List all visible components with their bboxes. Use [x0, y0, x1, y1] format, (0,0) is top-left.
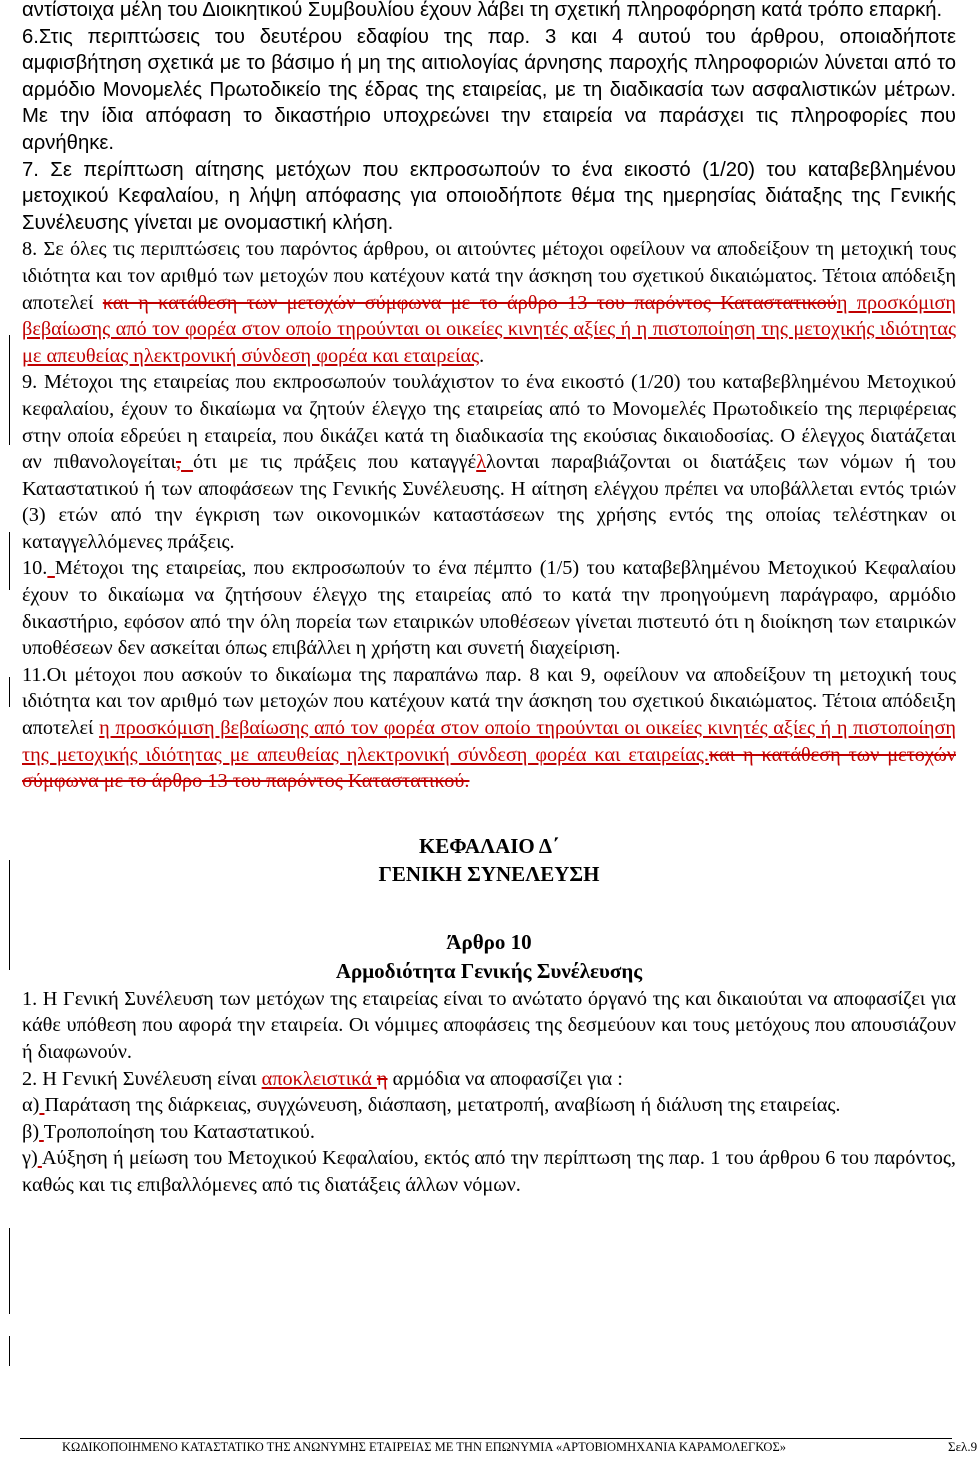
change-bar [9, 860, 10, 970]
list-item-b [22, 1119, 956, 1146]
footer-rule [20, 1438, 952, 1439]
deleted-text: και η κατάθεση των μετοχών σύμφωνα με το άρθρο 13 του παρόντος Καταστατικού. [22, 743, 956, 793]
article-paragraph-2-text: 2. Η Γενική Συνέλευση είναι [22, 1067, 262, 1090]
paragraph-9-text-c: λονται παραβιάζονται οι διατάξεις των νόμων ή του Καταστατικού ή των αποφάσεων της Γενικής Συνέλευσης. Η αίτηση ελέγχου πρέπει να υποβάλλεται εντός τριών (3) ετών από την έγκριση των οικονομικών καταστάσεων της χρήσης εντός της οποίας τελέστηκαν οι καταγγελλόμενες πράξεις. [22, 451, 957, 553]
paragraph-9-text: 9. Μέτοχοι της εταιρείας που εκπροσωπούν τουλάχιστον το ένα εικοστό (1/20) του καταβεβλημένου Μετοχικού κεφαλαίου, έχουν το δικαίωμα να ζητούν έλεγχο της εταιρείας από το Μονομελές Πρωτοδικείο της περιφέρειας στην οποία εδρεύει η εταιρεία, που δικάζει κατά τη διαδικασία της εκούσιας δικαιοδοσίας. Ο έλεγχος διατάζεται αν πιθανολογείται [22, 371, 956, 474]
article-number: Άρθρο 10 [446, 929, 532, 954]
inserted-text: αποκλειστικά [261, 1067, 377, 1090]
footer-text: ΚΩΔΙΚΟΠΟΙΗΜΕΝΟ ΚΑΤΑΣΤΑΤΙΚΟ ΤΗΣ ΑΝΩΝΥΜΗΣ ΕΤΑΙΡΕΙΑΣ ΜΕ ΤΗΝ ΕΠΩΝΥΜΙΑ «ΑΡΤΟΒΙΟΜΗΧΑΝΙΑ ΚΑΡΑΜΟΛΕΓΚΟΣ» [62, 1440, 786, 1454]
change-bar [9, 335, 10, 445]
paragraph-8-end: . [479, 344, 485, 367]
paragraph-7: 7. Σε περίπτωση αίτησης μετόχων που εκπροσωπούν το ένα εικοστό (1/20) του καταβεβλημένου μετοχικού Κεφαλαίου, η λήψη απόφασης για οποιοδήποτε θέμα της ημερησίας διάταξης της Γενικής Συνέλευσης γίνεται με ονομαστική κλήση. [22, 158, 956, 234]
list-item-text: Τροποποίηση του Καταστατικού. [43, 1120, 315, 1143]
chapter-title: ΓΕΝΙΚΗ ΣΥΝΕΛΕΥΣΗ [378, 861, 600, 886]
list-item-a [22, 1092, 956, 1119]
change-bar [9, 1336, 10, 1366]
inserted-text: η προσκόμιση βεβαίωσης από τον φορέα στον οποίο τηρούνται οι οικείες κινητές αξίες ή η πιστοποίηση της μετοχικής ιδιότητας με απευθείας ηλεκτρονική σύνδεση φορέα και εταιρείας. [22, 717, 956, 766]
article-paragraph-2 [22, 1066, 956, 1093]
page-number: Σελ.9 [948, 1439, 977, 1454]
paragraph-10-number: 10. [22, 557, 48, 580]
paragraph-6: 6.Στις περιπτώσεις του δευτέρου εδαφίου της παρ. 3 και 4 αυτού του άρθρου, οποιαδήποτε αμφισβήτηση σχετικά με το βάσιμο ή μη της αιτιολογίας άρνησης παροχής πληροφοριών λύνεται από το αρμόδιο Μονομελές Πρωτοδικείο της έδρας της εταιρείας, με τη διαδικασία των ασφαλιστικών μέτρων. Με την ίδια απόφαση το δικαστήριο υποχρεώνει την εταιρεία να παράσχει τις πληροφορίες που αρνήθηκε. [22, 25, 956, 154]
inserted-text [181, 451, 193, 473]
change-bar [9, 532, 10, 590]
paragraph-11-text: 11.Οι μέτοχοι που ασκούν το δικαίωμα της παραπάνω παρ. 8 και 9, οφείλουν να αποδείξουν τη μετοχική τους ιδιότητα και τον αριθμό των μετοχών που κατέχουν κατά την άσκηση του σχετικού δικαιώματος. Τέτοια απόδειξη αποτελεί [22, 663, 956, 740]
change-bar [9, 1256, 10, 1314]
paragraph-9-text-b: ότι με τις πράξεις που καταγγέ [193, 451, 477, 474]
list-marker: β) [22, 1120, 40, 1143]
paragraph-9 [22, 369, 956, 555]
article-paragraph-1: 1. Η Γενική Συνέλευση των μετόχων της εταιρείας είναι το ανώτατο όργανό της και δικαιούται να αποφασίζει για κάθε υπόθεση που αφορά την εταιρεία. Οι νόμιμες αποφάσεις της δεσμεύουν και τους μετόχους που απουσιάζουν ή διαφωνούν. [22, 987, 956, 1063]
deleted-text: η [376, 1067, 388, 1090]
inserted-text: η προσκόμιση βεβαίωσης από τον φορέα στον οποίο τηρούνται οι οικείες κινητές αξίες ή η πιστοποίηση της μετοχικής ιδιότητας με απευθείας ηλεκτρονική σύνδεση φορέα και εταιρείας [22, 291, 956, 367]
list-marker: γ) [22, 1147, 38, 1170]
chapter-number: ΚΕΦΑΛΑΙΟ Δ΄ [418, 833, 560, 858]
list-item-text: Παράταση της διάρκειας, συγχώνευση, διάσπαση, μετατροπή, αναβίωση ή διάλυση της εταιρείας. [44, 1094, 841, 1117]
article-title: Αρμοδιότητα Γενικής Συνέλευσης [335, 958, 643, 983]
article-paragraph-2-end: αρμόδια να αποφασίζει για : [387, 1067, 623, 1090]
page-footer [62, 1439, 977, 1455]
document-page [22, 0, 956, 1199]
paragraph-10 [22, 555, 956, 661]
deleted-text: και η κατάθεση των μετοχών σύμφωνα με το άρθρο 13 του παρόντος Καταστατικού [102, 291, 837, 314]
paragraph-10-text: Μέτοχοι της εταιρείας, που εκπροσωπούν το ένα πέμπτο (1/5) του καταβεβλημένου Μετοχικού Κεφαλαίου έχουν το δικαίωμα να ζητήσουν έλεγχο της εταιρείας από το κατά την προηγούμενη παράγραφο, αρμόδιο δικαστήριο, εφόσον από την όλη πορεία των εταιρικών υποθέσεων γίνεται πιστευτό ότι η διοίκηση των εταιρικών υποθέσεων δεν ασκείται όπως επιβάλλει η χρήστη και συνετή διαχείριση. [22, 557, 956, 660]
paragraph-continuation: αντίστοιχα μέλη του Διοικητικού Συμβουλίου έχουν λάβει τη σχετική πληροφόρηση κατά τρόπο επαρκή. [22, 0, 943, 21]
list-marker: α) [22, 1094, 40, 1117]
paragraph-8 [22, 236, 956, 369]
paragraph-8-text: 8. Σε όλες τις περιπτώσεις του παρόντος άρθρου, οι αιτούντες μέτοχοι οφείλουν να αποδείξουν τη μετοχική τους ιδιότητα και τον αριθμό των μετοχών που κατέχουν κατά την άσκηση του σχετικού δικαιώματος. Τέτοια απόδειξη αποτελεί [22, 238, 956, 314]
inserted-text: λ [476, 451, 487, 474]
list-item-text: Αύξηση ή μείωση του Μετοχικού Κεφαλαίου, εκτός από την περίπτωση της παρ. 1 του άρθρου 6 του παρόντος, καθώς και τις επιβαλλόμενες από τις διατάξεις άλλων νόμων. [22, 1147, 956, 1196]
inserted-text [47, 557, 55, 579]
deleted-text: , [175, 451, 182, 474]
list-item-c [22, 1145, 956, 1198]
change-bar [9, 677, 10, 707]
change-bar [9, 1228, 10, 1258]
paragraph-11 [22, 662, 956, 795]
